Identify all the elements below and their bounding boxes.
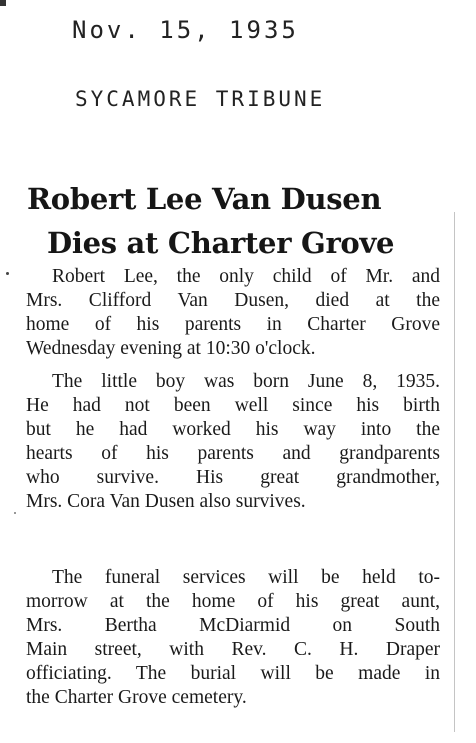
- clipping-corner-mark: [0, 0, 6, 6]
- body-line: The little boy was born June 8, 1935.: [52, 371, 440, 392]
- headline-line-2: Dies at Charter Grove: [47, 226, 395, 260]
- body-line: home of his parents in Charter Grove: [26, 314, 440, 335]
- body-line: Mrs. Clifford Van Dusen, died at the: [26, 290, 440, 311]
- body-line: The funeral services will be held to-: [52, 567, 440, 588]
- print-speck: [14, 512, 16, 514]
- body-line: morrow at the home of his great aunt,: [26, 591, 440, 612]
- clipping-date: Nov. 15, 1935: [72, 16, 299, 44]
- body-line: who survive. His great grandmother,: [26, 467, 440, 488]
- body-line: the Charter Grove cemetery.: [26, 687, 247, 708]
- headline-line-1: Robert Lee Van Dusen: [27, 182, 382, 216]
- body-line: officiating. The burial will be made in: [26, 663, 440, 684]
- body-line: He had not been well since his birth: [26, 395, 440, 416]
- body-line: hearts of his parents and grandparents: [26, 443, 440, 464]
- clipping-edge-rule: [454, 212, 455, 732]
- body-line: Wednesday evening at 10:30 o'clock.: [26, 338, 316, 359]
- body-line: Mrs. Cora Van Dusen also survives.: [26, 491, 306, 512]
- body-line: Robert Lee, the only child of Mr. and: [52, 266, 440, 287]
- print-speck: [6, 272, 9, 275]
- body-line: but he had worked his way into the: [26, 419, 440, 440]
- body-line: Mrs. Bertha McDiarmid on South: [26, 615, 440, 636]
- newspaper-name: SYCAMORE TRIBUNE: [75, 87, 326, 111]
- body-line: Main street, with Rev. C. H. Draper: [26, 639, 440, 660]
